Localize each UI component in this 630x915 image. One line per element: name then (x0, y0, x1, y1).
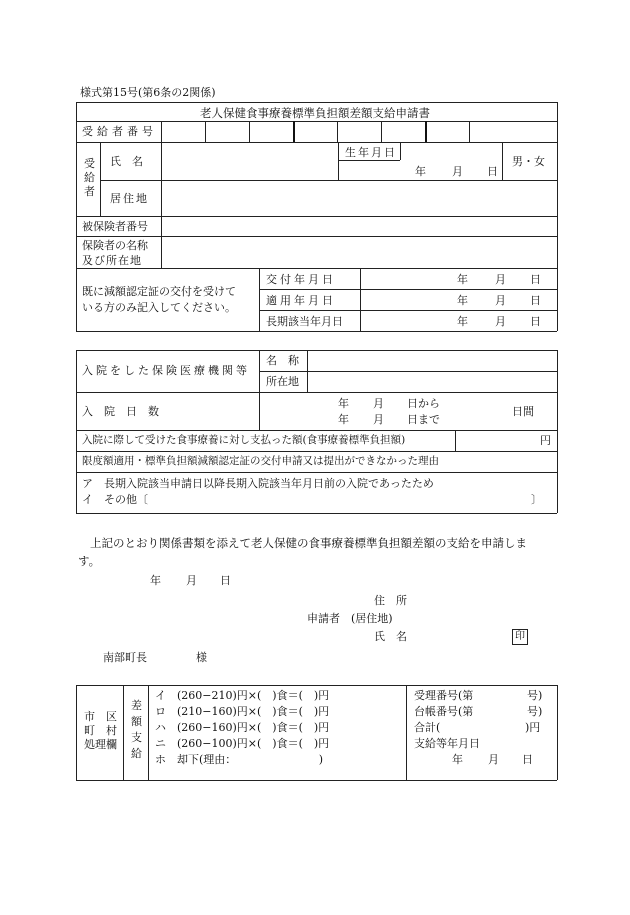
birth-day: 日 (487, 165, 498, 178)
diff-label-3: 支 (131, 731, 142, 744)
diff-label-2: 額 (131, 715, 142, 728)
issue-year: 年 (457, 273, 468, 286)
ledger-number: 台帳番号(第 (414, 705, 474, 718)
application-month: 月 (186, 574, 197, 587)
apply-day: 日 (530, 294, 541, 307)
total-amount-end: )円 (525, 721, 541, 734)
payment-date-label: 支給等年月日 (414, 737, 480, 750)
reason-a[interactable]: ア 長期入院該当申請日以降長期入院該当年月日前の入院であったため (82, 477, 434, 490)
calc-row: イ (260−210)円×( )食＝( )円 (155, 689, 330, 702)
insured-number-label: 被保険者番号 (82, 220, 148, 233)
admission-from-day: 日から (407, 397, 440, 410)
seal-stamp: 印 (512, 629, 528, 645)
applicant-name-label: 氏 名 (374, 630, 407, 643)
issue-month: 月 (495, 273, 506, 286)
issue-day: 日 (530, 273, 541, 286)
calc-row: ホ 却下(理由： ) (155, 753, 324, 766)
receipt-number-end: 号) (527, 689, 543, 702)
reason-b[interactable]: イ その他〔 (82, 493, 148, 506)
payment-day: 日 (522, 753, 533, 766)
calc-row: ハ (260−160)円×( )食＝( )円 (155, 721, 330, 734)
calc-row: ロ (210−160)円×( )食＝( )円 (155, 705, 330, 718)
admission-from-year: 年 (338, 397, 349, 410)
long-term-year: 年 (457, 315, 468, 328)
long-term-day: 日 (530, 315, 541, 328)
reason-label: 限度額適用・標準負担額減額認定証の交付申請又は提出ができなかった理由 (82, 455, 439, 467)
application-year: 年 (150, 574, 161, 587)
long-term-month: 月 (495, 315, 506, 328)
statement-line-2: す。 (78, 554, 101, 568)
addressee-sama: 様 (196, 651, 207, 664)
insurer-label-2: 及び所在地 (82, 254, 142, 267)
diff-label-1: 差 (131, 699, 142, 712)
apply-month: 月 (495, 294, 506, 307)
birth-label: 生年月日 (345, 146, 397, 159)
recipient-number-label: 受給者番号 (82, 125, 157, 138)
recipient-side-label: 受給者 (84, 157, 95, 198)
reduction-note-1: 既に減額認定証の交付を受けて (82, 285, 236, 298)
paid-amount-unit: 円 (540, 434, 551, 447)
admission-to-day: 日まで (407, 413, 440, 426)
statement-line-1: 上記のとおり関係書類を添えて老人保健の食事療養標準負担額差額の支給を申請しま (90, 536, 527, 550)
hospital-label: 入院をした保険医療機関等 (82, 364, 250, 377)
birth-year: 年 (415, 165, 426, 178)
hospital-location-label: 所在地 (266, 375, 299, 388)
addressee: 南部町長 (103, 651, 147, 664)
total-amount: 合計( (414, 721, 441, 734)
applicant-label: 申請者 (居住地) (307, 612, 393, 625)
long-term-date-label: 長期該当年月日 (266, 315, 343, 328)
office-label-3: 処理欄 (84, 738, 117, 751)
hospital-name-label: 名 称 (266, 354, 299, 367)
insurer-label-1: 保険者の名称 (82, 239, 148, 252)
paid-amount-label: 入院に際して受けた食事療養に対し支払った額(食事療養標準負担額) (82, 434, 406, 446)
sex-field[interactable]: 男・女 (512, 155, 545, 168)
application-day: 日 (220, 574, 231, 587)
admission-days-unit: 日間 (512, 405, 534, 418)
birth-month: 月 (452, 165, 463, 178)
form-number: 様式第15号(第6条の2関係) (80, 86, 216, 99)
reason-b-end: 〕 (531, 493, 542, 506)
ledger-number-end: 号) (527, 705, 543, 718)
reduction-note-2: いる方のみ記入してください。 (82, 301, 236, 314)
issue-date-label: 交付年月日 (266, 273, 336, 286)
applicant-address-label: 住 所 (374, 594, 407, 607)
office-label-1: 市 区 (84, 710, 117, 723)
office-label-2: 町 村 (84, 724, 117, 737)
payment-year: 年 (452, 753, 463, 766)
diff-label-4: 給 (131, 747, 142, 760)
name-label: 氏 名 (110, 155, 143, 168)
apply-year: 年 (457, 294, 468, 307)
receipt-number: 受理番号(第 (414, 689, 474, 702)
apply-date-label: 適用年月日 (266, 294, 336, 307)
address-label: 居住地 (110, 192, 149, 205)
admission-to-month: 月 (373, 413, 384, 426)
form-title: 老人保健食事療養標準負担額差額支給申請書 (200, 106, 430, 120)
payment-month: 月 (488, 753, 499, 766)
calc-row: ニ (260−100)円×( )食＝( )円 (155, 737, 330, 750)
admission-label: 入 院 日 数 (82, 405, 159, 418)
admission-from-month: 月 (373, 397, 384, 410)
admission-to-year: 年 (338, 413, 349, 426)
